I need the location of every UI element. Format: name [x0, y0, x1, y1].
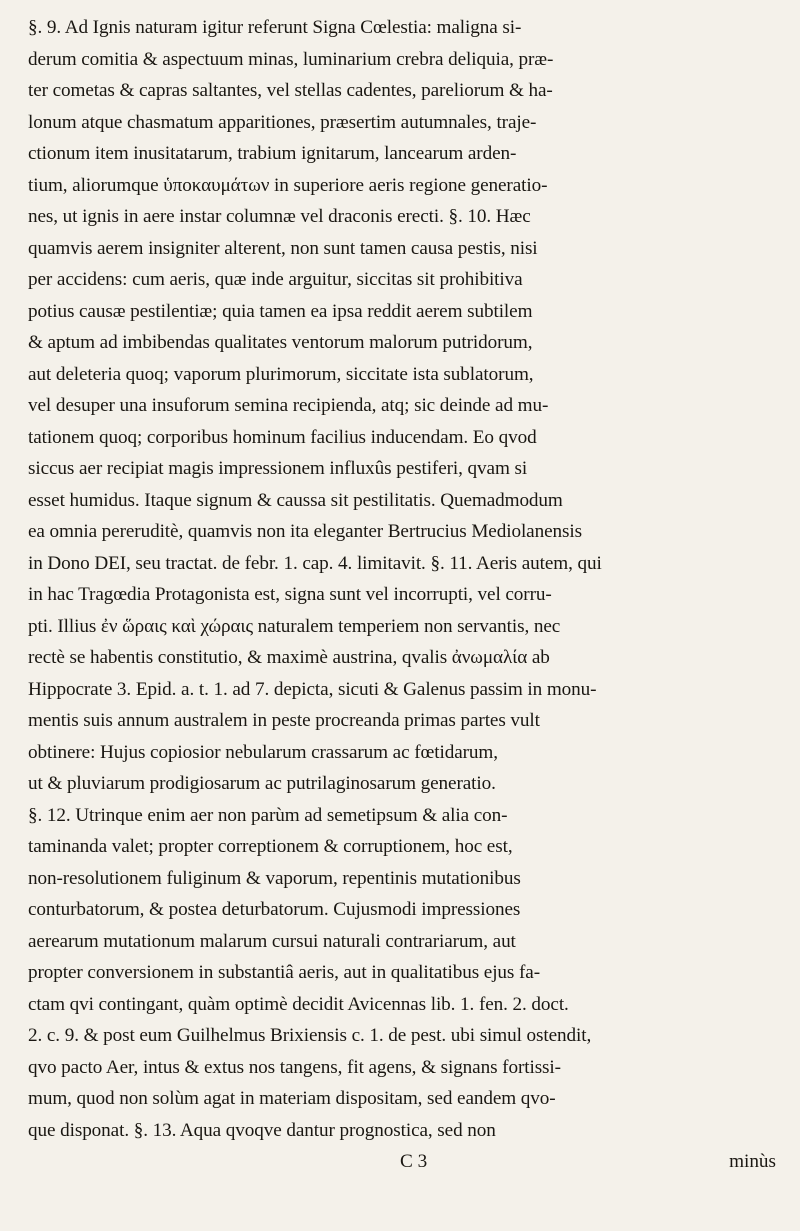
text-line: aerearum mutationum malarum cursui naturali contrariarum, aut — [28, 930, 516, 952]
text-line: Hippocrate 3. Epid. a. t. 1. ad 7. depicta, sicuti & Galenus passim in monu- — [28, 678, 597, 700]
text-line: ctionum item inusitatarum, trabium ignitarum, lancearum arden- — [28, 143, 517, 164]
text-line: siccus aer recipiat magis impressionem influxûs pestiferi, qvam si — [28, 458, 528, 479]
catchword: minùs — [729, 1151, 776, 1172]
text-line: que disponat. §. 13. Aqua qvoqve dantur prognostica, sed non — [28, 1119, 496, 1141]
text-line: §. 12. Utrinque enim aer non parùm ad semetipsum & alia con- — [28, 804, 508, 826]
text-line: non-resolutionem fuliginum & vaporum, repentinis mutationibus — [28, 867, 521, 889]
text-line: qvo pacto Aer, intus & extus nos tangens, fit agens, & signans fortissi- — [28, 1056, 561, 1078]
text-line: nes, ut ignis in aere instar columnæ vel draconis erecti. §. 10. Hæc — [28, 206, 531, 227]
text-line: taminanda valet; propter correptionem & corruptionem, hoc est, — [28, 836, 513, 857]
text-line: ea omnia pereruditè, quamvis non ita eleganter Bertrucius Mediolanensis — [28, 521, 582, 542]
text-line: tium, aliorumque ὑποκαυμάτων in superiore aeris regione generatio- — [28, 174, 548, 196]
text-line: ctam qvi contingant, quàm optimè decidit Avicennas lib. 1. fen. 2. doct. — [28, 993, 569, 1015]
text-line: per accidens: cum aeris, quæ inde arguitur, siccitas sit prohibitiva — [28, 269, 523, 290]
text-line: mentis suis annum australem in peste procreanda primas partes vult — [28, 710, 540, 731]
page-footer — [28, 1146, 778, 1178]
text-line: lonum atque chasmatum apparitiones, præsertim autumnales, traje- — [28, 111, 537, 133]
text-line: potius causæ pestilentiæ; quia tamen ea ipsa reddit aerem subtilem — [28, 300, 533, 322]
text-line: pti. Illius ἐν ὥραις καὶ χώραις naturalem temperiem non servantis, nec — [28, 615, 561, 637]
body-text — [28, 12, 778, 1178]
text-line: aut deleteria quoq; vaporum plurimorum, siccitate ista sublatorum, — [28, 363, 534, 385]
text-line: vel desuper una insuforum semina recipienda, atq; sic deinde ad mu- — [28, 395, 549, 416]
text-line: obtinere: Hujus copiosior nebularum crassarum ac fœtidarum, — [28, 741, 498, 763]
text-line: §. 9. Ad Ignis naturam igitur referunt Signa Cœlestia: maligna si- — [28, 17, 522, 38]
text-line: mum, quod non solùm agat in materiam dispositam, sed eandem qvo- — [28, 1088, 556, 1109]
text-line: rectè se habentis constitutio, & maximè austrina, qvalis ἀνωμαλία ab — [28, 647, 550, 668]
text-line: propter conversionem in substantiâ aeris, aut in qualitatibus ejus fa- — [28, 962, 540, 983]
signature-mark: C 3 — [400, 1151, 428, 1172]
text-line: in Dono DEI, seu tractat. de febr. 1. cap. 4. limitavit. §. 11. Aeris autem, qui — [28, 552, 602, 574]
text-line: tationem quoq; corporibus hominum facilius inducendam. Eo qvod — [28, 426, 537, 448]
text-line: derum comitia & aspectuum minas, luminarium crebra deliquia, præ- — [28, 48, 554, 70]
text-line: ut & pluviarum prodigiosarum ac putrilaginosarum generatio. — [28, 773, 496, 794]
text-line: quamvis aerem insigniter alterent, non sunt tamen causa pestis, nisi — [28, 237, 538, 259]
text-line: ter cometas & capras saltantes, vel stellas cadentes, pareliorum & ha- — [28, 80, 553, 101]
text-line: & aptum ad imbibendas qualitates ventorum malorum putridorum, — [28, 332, 533, 353]
text-line: 2. c. 9. & post eum Guilhelmus Brixiensis c. 1. de pest. ubi simul ostendit, — [28, 1025, 592, 1046]
text-line: in hac Tragœdia Protagonista est, signa sunt vel incorrupti, vel corru- — [28, 584, 552, 605]
text-line: esset humidus. Itaque signum & caussa sit pestilitatis. Quemadmodum — [28, 489, 563, 511]
text-line: conturbatorum, & postea deturbatorum. Cujusmodi impressiones — [28, 899, 521, 920]
